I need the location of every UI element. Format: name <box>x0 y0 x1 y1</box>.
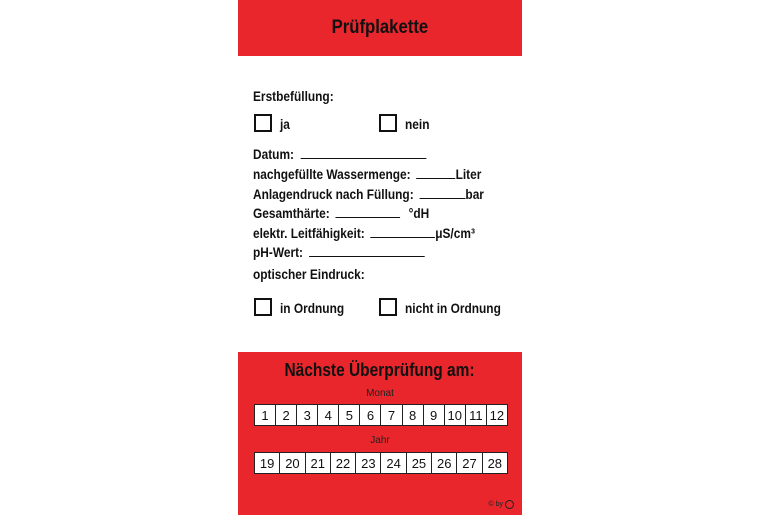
jahr-label: Jahr <box>370 435 390 446</box>
checkbox-nein[interactable] <box>379 114 397 132</box>
erstbefuellung-label: Erstbefüllung: <box>253 88 334 104</box>
month-cell[interactable]: 8 <box>403 405 424 425</box>
month-cell[interactable]: 12 <box>489 407 505 423</box>
wassermenge-field[interactable] <box>253 166 481 182</box>
checkbox-ja-label: ja <box>280 116 290 132</box>
year-cell[interactable]: 20 <box>280 453 305 473</box>
copyright <box>489 500 515 509</box>
gesamthaerte-field[interactable] <box>253 205 429 221</box>
next-inspection-title: Nächste Überprüfung am: <box>284 360 476 380</box>
year-grid <box>254 452 508 474</box>
year-cell[interactable]: 19 <box>255 453 280 473</box>
inspection-sticker <box>238 0 522 515</box>
leitfaehigkeit-field[interactable] <box>253 225 475 241</box>
checkbox-nicht-in-ordnung-label: nicht in Ordnung <box>405 300 501 316</box>
leitfaehigkeit-line[interactable] <box>371 225 436 238</box>
year-cell[interactable]: 24 <box>381 453 406 473</box>
anlagendruck-line[interactable] <box>420 186 466 199</box>
datum-label: Datum: <box>253 146 294 162</box>
year-cell[interactable]: 21 <box>306 453 331 473</box>
ph-label: pH-Wert: <box>253 244 304 260</box>
checkbox-in-ordnung[interactable] <box>254 298 272 316</box>
month-cell[interactable]: 10 <box>445 405 466 425</box>
eindruck-label: optischer Eindruck: <box>253 266 365 282</box>
month-cell[interactable]: 9 <box>424 405 445 425</box>
year-cell[interactable]: 26 <box>432 453 457 473</box>
gesamthaerte-line[interactable] <box>336 205 401 218</box>
year-cell[interactable]: 22 <box>331 453 356 473</box>
month-cell[interactable]: 7 <box>381 405 402 425</box>
ph-line[interactable] <box>309 244 425 257</box>
year-cell[interactable]: 28 <box>487 455 503 471</box>
wassermenge-line[interactable] <box>416 166 455 179</box>
checkbox-ja[interactable] <box>254 114 272 132</box>
month-cell[interactable]: 1 <box>255 405 276 425</box>
anlagendruck-field[interactable] <box>253 186 484 202</box>
anlagendruck-unit: bar <box>465 186 484 202</box>
month-cell[interactable]: 5 <box>339 405 360 425</box>
sticker-header <box>238 0 522 56</box>
checkbox-nicht-in-ordnung[interactable] <box>379 298 397 316</box>
ph-field[interactable] <box>253 244 424 260</box>
copyright-text: © by <box>488 501 503 508</box>
next-inspection-panel <box>238 352 522 515</box>
datum-line[interactable] <box>301 146 427 159</box>
monat-label: Monat <box>366 388 394 399</box>
gesamthaerte-unit: °dH <box>408 205 430 221</box>
month-cell[interactable]: 4 <box>318 405 339 425</box>
anlagendruck-label: Anlagendruck nach Füllung: <box>253 186 414 202</box>
month-cell[interactable]: 11 <box>466 405 487 425</box>
month-cell[interactable]: 6 <box>360 405 381 425</box>
year-cell[interactable]: 25 <box>407 453 432 473</box>
year-cell[interactable]: 23 <box>356 453 381 473</box>
month-cell[interactable]: 2 <box>276 405 297 425</box>
year-cell[interactable]: 27 <box>457 453 482 473</box>
wassermenge-label: nachgefüllte Wassermenge: <box>253 166 411 182</box>
leitfaehigkeit-label: elektr. Leitfähigkeit: <box>253 225 365 241</box>
wassermenge-unit: Liter <box>455 166 482 182</box>
month-cell[interactable]: 3 <box>297 405 318 425</box>
checkbox-nein-label: nein <box>405 116 430 132</box>
month-grid <box>254 404 508 426</box>
leitfaehigkeit-unit: μS/cm³ <box>435 225 475 241</box>
gesamthaerte-label: Gesamthärte: <box>253 205 330 221</box>
sticker-title: Prüfplakette <box>331 17 429 38</box>
datum-field[interactable] <box>253 146 427 162</box>
checkbox-in-ordnung-label: in Ordnung <box>280 300 345 316</box>
brand-logo-icon <box>505 500 514 509</box>
